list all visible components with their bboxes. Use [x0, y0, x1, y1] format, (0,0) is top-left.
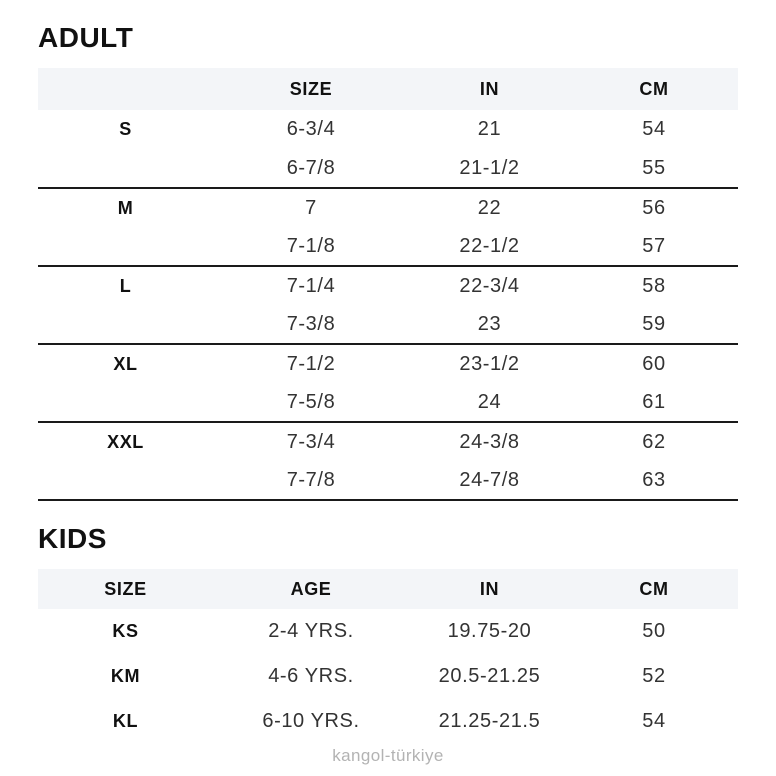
inches-cell: 24-7/8	[409, 461, 570, 500]
inches-cell: 19.75-20	[447, 620, 532, 642]
table-row	[38, 305, 738, 344]
size-label-cell	[38, 227, 213, 266]
kids-size-table	[38, 569, 738, 744]
table-row	[38, 110, 738, 149]
column-header-age: AGE	[213, 569, 409, 609]
inches-cell: 20.5-21.25	[438, 665, 541, 687]
size-label-cell	[38, 305, 213, 344]
table-row	[38, 227, 738, 266]
size-label-cell: L	[119, 275, 132, 296]
cm-cell: 52	[642, 665, 666, 687]
inches-cell: 22	[477, 196, 502, 219]
kids-size-cell: KS	[112, 621, 139, 641]
cm-cell: 56	[642, 196, 666, 219]
inches-cell: 24-3/8	[459, 430, 520, 453]
inches-cell: 23-1/2	[459, 352, 520, 375]
column-header-size: SIZE	[38, 569, 213, 609]
size-label-cell: M	[117, 197, 134, 218]
cm-cell: 60	[642, 352, 666, 375]
column-header-in: IN	[409, 68, 570, 110]
cm-cell: 62	[642, 430, 666, 453]
hat-size-cell: 7	[305, 196, 317, 219]
column-header-cm: CM	[570, 68, 738, 110]
table-row	[38, 344, 738, 383]
table-row	[38, 654, 738, 699]
age-cell: 6-10 YRS.	[262, 710, 360, 732]
size-label-cell: XXL	[107, 431, 144, 452]
table-row	[38, 149, 738, 188]
hat-size-cell: 7-1/2	[286, 352, 336, 375]
column-header-cm: CM	[570, 569, 738, 609]
inches-cell: 21-1/2	[409, 149, 570, 188]
size-label-cell	[38, 383, 213, 422]
adult-section-title: ADULT	[38, 22, 134, 53]
kids-size-cell: KM	[110, 666, 141, 686]
hat-size-cell: 6-3/4	[286, 118, 336, 140]
table-row	[38, 461, 738, 500]
kids-section-title: KIDS	[38, 523, 107, 554]
table-row	[38, 266, 738, 305]
hat-size-cell: 7-3/8	[213, 305, 409, 344]
age-cell: 2-4 YRS.	[268, 620, 354, 642]
inches-cell: 23	[409, 305, 570, 344]
inches-cell: 22-3/4	[459, 274, 520, 297]
column-header-blank	[38, 68, 213, 110]
table-row	[38, 422, 738, 461]
adult-header-row	[38, 68, 738, 110]
cm-cell: 57	[570, 227, 738, 266]
hat-size-cell: 6-7/8	[213, 149, 409, 188]
cm-cell: 50	[642, 620, 666, 642]
hat-size-cell: 7-1/4	[286, 274, 336, 297]
hat-size-cell: 7-5/8	[213, 383, 409, 422]
column-header-size: SIZE	[213, 68, 409, 110]
column-header-in: IN	[409, 569, 570, 609]
size-label-cell: XL	[113, 353, 138, 374]
cm-cell: 59	[570, 305, 738, 344]
table-row	[38, 609, 738, 654]
cm-cell: 54	[642, 118, 666, 140]
cm-cell: 58	[642, 274, 666, 297]
cm-cell: 55	[570, 149, 738, 188]
hat-size-cell: 7-1/8	[213, 227, 409, 266]
hat-size-cell: 7-7/8	[213, 461, 409, 500]
inches-cell: 21	[477, 118, 502, 140]
table-row	[38, 383, 738, 422]
size-label-cell	[38, 149, 213, 188]
size-label-cell	[38, 461, 213, 500]
cm-cell: 54	[642, 710, 666, 732]
table-row	[38, 188, 738, 227]
kids-size-cell: KL	[112, 711, 139, 731]
inches-cell: 21.25-21.5	[438, 710, 541, 732]
size-label-cell: S	[119, 119, 132, 139]
inches-cell: 24	[409, 383, 570, 422]
age-cell: 4-6 YRS.	[268, 665, 354, 687]
cm-cell: 63	[570, 461, 738, 500]
hat-size-cell: 7-3/4	[286, 430, 336, 453]
table-row	[38, 699, 738, 744]
adult-size-table	[38, 68, 738, 501]
brand-watermark: kangol-türkiye	[332, 746, 444, 765]
kids-header-row	[38, 569, 738, 609]
cm-cell: 61	[570, 383, 738, 422]
inches-cell: 22-1/2	[409, 227, 570, 266]
